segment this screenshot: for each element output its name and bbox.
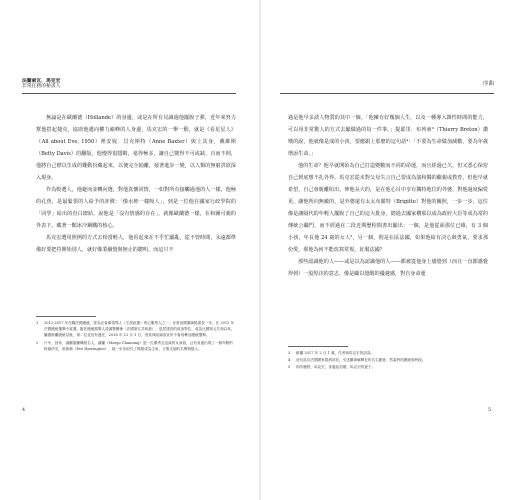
left-paragraph-3: 馬克宏選用照例的方式去相當輕人，他看起來在不乎忙顯亂，從不曾時間，永遠都準備好要把持開始別人，就好像業續覺與無止的聰明，而這只不 <box>36 235 236 253</box>
footnote-text: 2012-2017 年任職法國總統，曾為社會黨領導人（左派政黨）的心腹導人之一，亦曾治國黨副秘書長一年。在 2012 年法國總統選舉中當選。擔任總統期間人員調整關係（法國第五共和最），退居建設的政治對位，成為比國第五共和以來，繼德斯蘭總統以後，第二位並沒有連任，2016 年 12 月 1 日，因其執政調查宣布不會再參加總統選舉。 <box>44 321 235 338</box>
running-head-section: 序曲 <box>482 81 494 87</box>
footnote-text: 這句話自法國國家經濟部長，引述顯神解釋在的自主願意，然當時的總統府時段。 <box>296 358 426 363</box>
footnote-3 <box>288 350 488 356</box>
running-head-book-title: 非常任務的秘書人 <box>22 84 61 89</box>
footnote-text: 即布麗特，馬克宏，身邊起初期，馬克宏的妻子。 <box>296 365 376 370</box>
left-page <box>0 0 258 500</box>
footnote-marker: 4 <box>288 358 291 363</box>
footnote-marker: 2 <box>36 340 39 345</box>
running-head-author: 法蘭索瓦．馬克宏 <box>22 78 61 84</box>
footnote-2 <box>36 340 236 352</box>
right-running-head <box>280 78 494 92</box>
left-footnote-rule <box>36 316 96 317</box>
footnote-4 <box>288 357 488 363</box>
left-running-head <box>22 78 236 92</box>
left-header-rule <box>22 93 236 94</box>
right-footnote-rule <box>288 346 348 347</box>
footnote-marker: 1 <box>36 321 39 325</box>
right-paragraph-2: 他的生命？他早就開始為自己打造變數而不同的命運，而且經過已久，但又悉心保密自己到底想不扎外界。馬克宏從未對父母失言自己要成為演和獨的繼親或教育，但他早就希望，自己會脫離阻出，伸他長大的，是在他心目中享有獨特地位的外婆，對他過度偏愛更，讓他所向無敵的，是外婆還有太太布麗特（Brigitte）對他的關照，一步一步，這位像是讓隔代的年輕人擺脫了自己的這大批身，總過去國家構那以成為政府大臣等成為常的傳統公職門，而不經過在二段近期歷程間書出顯出：一個，是他從面那位已絡，有 3 個小孩，年長他 24 歲的女人⁵，另一個，則是在區法國，如果他給有決心與勇氣，要求那份愛，那他為何不能改寫常規，征服法國？ <box>288 163 488 253</box>
left-paragraph-2: 作為較選人，他避而並轉向選，對他真懷同情，一如對所有接觸過他的人一樣，他極的孔魚，是最緊要的人給予的評價：「像水蛭一樣吸人」，到是一位他在國家行政學院的「同學」給出的直白總結，說他是「沒有情感的存在」，就像歐蘭德一樣，在和圖可親的外表下，藏著一顆冰冷鋼鐵的核心。 <box>36 187 236 229</box>
left-page-number: 4 <box>22 408 26 413</box>
book-gutter <box>259 0 261 500</box>
right-header-rule <box>280 93 494 94</box>
left-paragraph-1: 無論是在歐蘭德（Hollande）的身邊，或是在所有見識過他擺脫子彈，近年來努力幫他搭起捷克，協助他邁向權力巔峰的人身邊，馬克宏的一舉一動，就是《看星星人》（All about Eve, 1950）裡安妮．貝克斯特（Anne Baxter）與上其身，戴維斯（Betty Davis）的翻版。他慢得很隱晦，毫得極多，讓自己變得不可或缺，百而不倒，他將自己標以生成的難動扮藏起來，以便完全抽離，接著進步一變，以人類的無窮貪欲深入現身。 <box>36 115 236 181</box>
footnote-marker: 5 <box>288 365 291 370</box>
right-body-text <box>288 112 488 280</box>
right-page <box>262 0 520 500</box>
right-footnotes <box>288 350 488 372</box>
right-page-number: 5 <box>488 408 492 413</box>
footnote-marker: 3 <box>288 351 291 355</box>
right-paragraph-1: 過是他早多誘人物質的其中一個。「他擁有好幾個人生，以及一種導入雜性時間的能力，可以用非常驚人的方式去顯做過的每一件事。」提耶里．布列東³（Thierry Breton）讚嘆的說，他就像是成的小孩，要應跟上那麼的這句話⁴：「不要為生命做加減數，要為年歲增添生命。」 <box>288 115 488 157</box>
footnote-text: 歐蘭 2017 年 2 月 1 號，作者與馬克宏的訪談。 <box>296 351 375 355</box>
footnote-5 <box>288 364 488 370</box>
right-paragraph-3: 那些認識他的人——或是以為認識他的人——都被從他身上感覺到（而且一直都感覺得到）一股堅決的意志，像是顧以覺醒的優越感，對自身命運 <box>288 259 488 277</box>
footnote-text: 片中，回家，讓蘭靠騰傳統名人，讓蘭（Margo Channing）是一位優秀且忠誠的女演員，且有身邊出現了一個年輕的粉絲伊芙．哈林頓（Eve Harrington），她一步步取代了瑪格成為主角，又奪走她的名聲與戀人。 <box>44 340 233 351</box>
footnote-1 <box>36 320 236 339</box>
left-body-text <box>36 112 236 256</box>
left-footnotes <box>36 320 236 353</box>
